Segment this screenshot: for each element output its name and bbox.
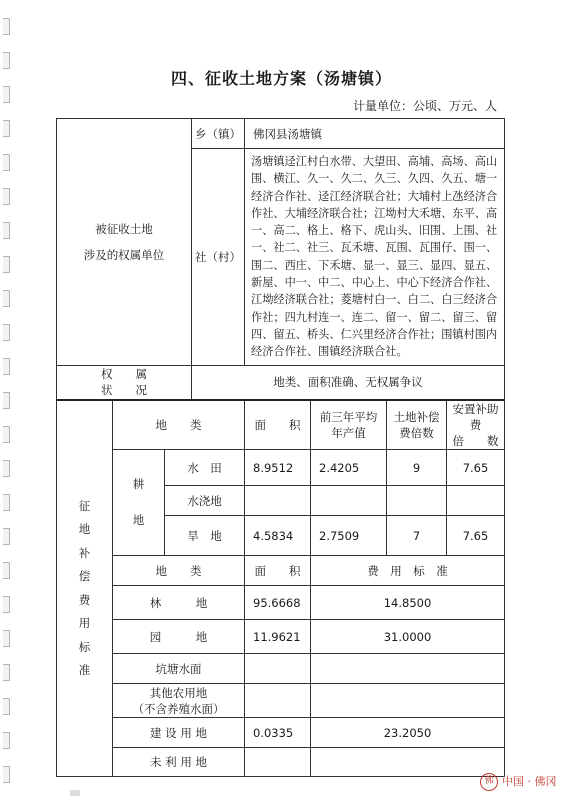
page-mark: [70, 790, 80, 796]
row-name: 林 地: [113, 586, 245, 620]
town-label: 乡（镇）: [192, 119, 245, 149]
header-land-type: 地 类: [113, 400, 245, 450]
row-name: 水 田: [165, 450, 245, 486]
header-avg-output: 前三年平均 年产值: [311, 400, 387, 450]
row-area: 0.0335: [245, 718, 311, 748]
row-name: 未 利 用 地: [113, 748, 245, 777]
seal-icon: 佛: [480, 773, 498, 791]
ownership-status-value: 地类、面积准确、无权属争议: [192, 365, 505, 400]
row-area: 4.5834: [245, 516, 311, 556]
binding-holes: [0, 0, 14, 800]
header2-fee-standard: 费 用 标 准: [311, 556, 505, 586]
table-row: [57, 620, 505, 654]
row-name: 园 地: [113, 620, 245, 654]
row-area: [245, 684, 311, 718]
row-resettlement-multiple: [447, 486, 505, 516]
table-row: [57, 748, 505, 777]
row-land-multiple: 9: [387, 450, 447, 486]
header-area: 面 积: [245, 400, 311, 450]
row-area: [245, 748, 311, 777]
table-row: [57, 586, 505, 620]
page-title: 四、征收土地方案（汤塘镇）: [170, 69, 392, 88]
row-avg-output: 2.4205: [311, 450, 387, 486]
row-fee-standard: [311, 654, 505, 684]
row-area: [245, 654, 311, 684]
table-row: [57, 450, 505, 486]
row-name: 水浇地: [165, 486, 245, 516]
row-name: 建 设 用 地: [113, 718, 245, 748]
row-area: 8.9512: [245, 450, 311, 486]
row-fee-standard: 23.2050: [311, 718, 505, 748]
row-resettlement-multiple: 7.65: [447, 516, 505, 556]
table-row: [57, 654, 505, 684]
row-fee-standard: 31.0000: [311, 620, 505, 654]
header2-area: 面 积: [245, 556, 311, 586]
row-area: 11.9621: [245, 620, 311, 654]
ownership-unit-label: 被征收土地 涉及的权属单位: [57, 119, 192, 366]
row-avg-output: [311, 486, 387, 516]
row-name: 旱 地: [165, 516, 245, 556]
row-avg-output: 2.7509: [311, 516, 387, 556]
row-fee-standard: [311, 684, 505, 718]
ownership-status-label: 权 属 状 况: [57, 365, 192, 400]
row-fee-standard: 14.8500: [311, 586, 505, 620]
row-area: [245, 486, 311, 516]
row-resettlement-multiple: 7.65: [447, 450, 505, 486]
watermark-logo: 佛 中国 · 佛冈: [480, 773, 557, 791]
row-area: 95.6668: [245, 586, 311, 620]
compensation-standard-label: 征 地 补 偿 费 用 标 准: [57, 400, 113, 777]
land-acquisition-table: [56, 118, 505, 777]
header-resettlement-multiple: 安置补助费 倍 数: [447, 400, 505, 450]
table-row: [57, 684, 505, 718]
measurement-unit: 计量单位：公顷、万元、人: [352, 99, 497, 113]
row-name: 其他农用地 （不含养殖水面）: [113, 684, 245, 718]
header2-land-type: 地 类: [113, 556, 245, 586]
row-land-multiple: 7: [387, 516, 447, 556]
row-land-multiple: [387, 486, 447, 516]
cultivated-land-label: 耕 地: [113, 450, 165, 556]
village-label: 社（村）: [192, 149, 245, 366]
town-value: 佛冈县汤塘镇: [245, 119, 505, 149]
table-row: [57, 718, 505, 748]
row-fee-standard: [311, 748, 505, 777]
village-list: 汤塘镇迳江村白水带、大望田、高埔、高场、高山围、横江、久一、久二、久三、久四、久五、塘一经济合作社、迳江经济联合社；大埔村上氹经济合作社、大埔经济联合社；江坳村大禾塘、东平、高一、高二、格上、格下、虎山头、旧围、上围、社一、社二、社三、瓦禾塘、瓦围、瓦围仔、围一、围二、西庄、下禾塘、显一、显三、显四、显五、新屋、中一、中二、中心上、中心下经济合作社、江坳经济联合社；菱塘村白一、白二、白三经济合作社；四九村连一、连二、留一、留二、留三、留四、留五、桥头、仁兴里经济合作社；围镇村围内经济合作社、围镇经济联合社。: [245, 149, 505, 366]
row-name: 坑塘水面: [113, 654, 245, 684]
header-land-multiple: 土地补偿 费倍数: [387, 400, 447, 450]
